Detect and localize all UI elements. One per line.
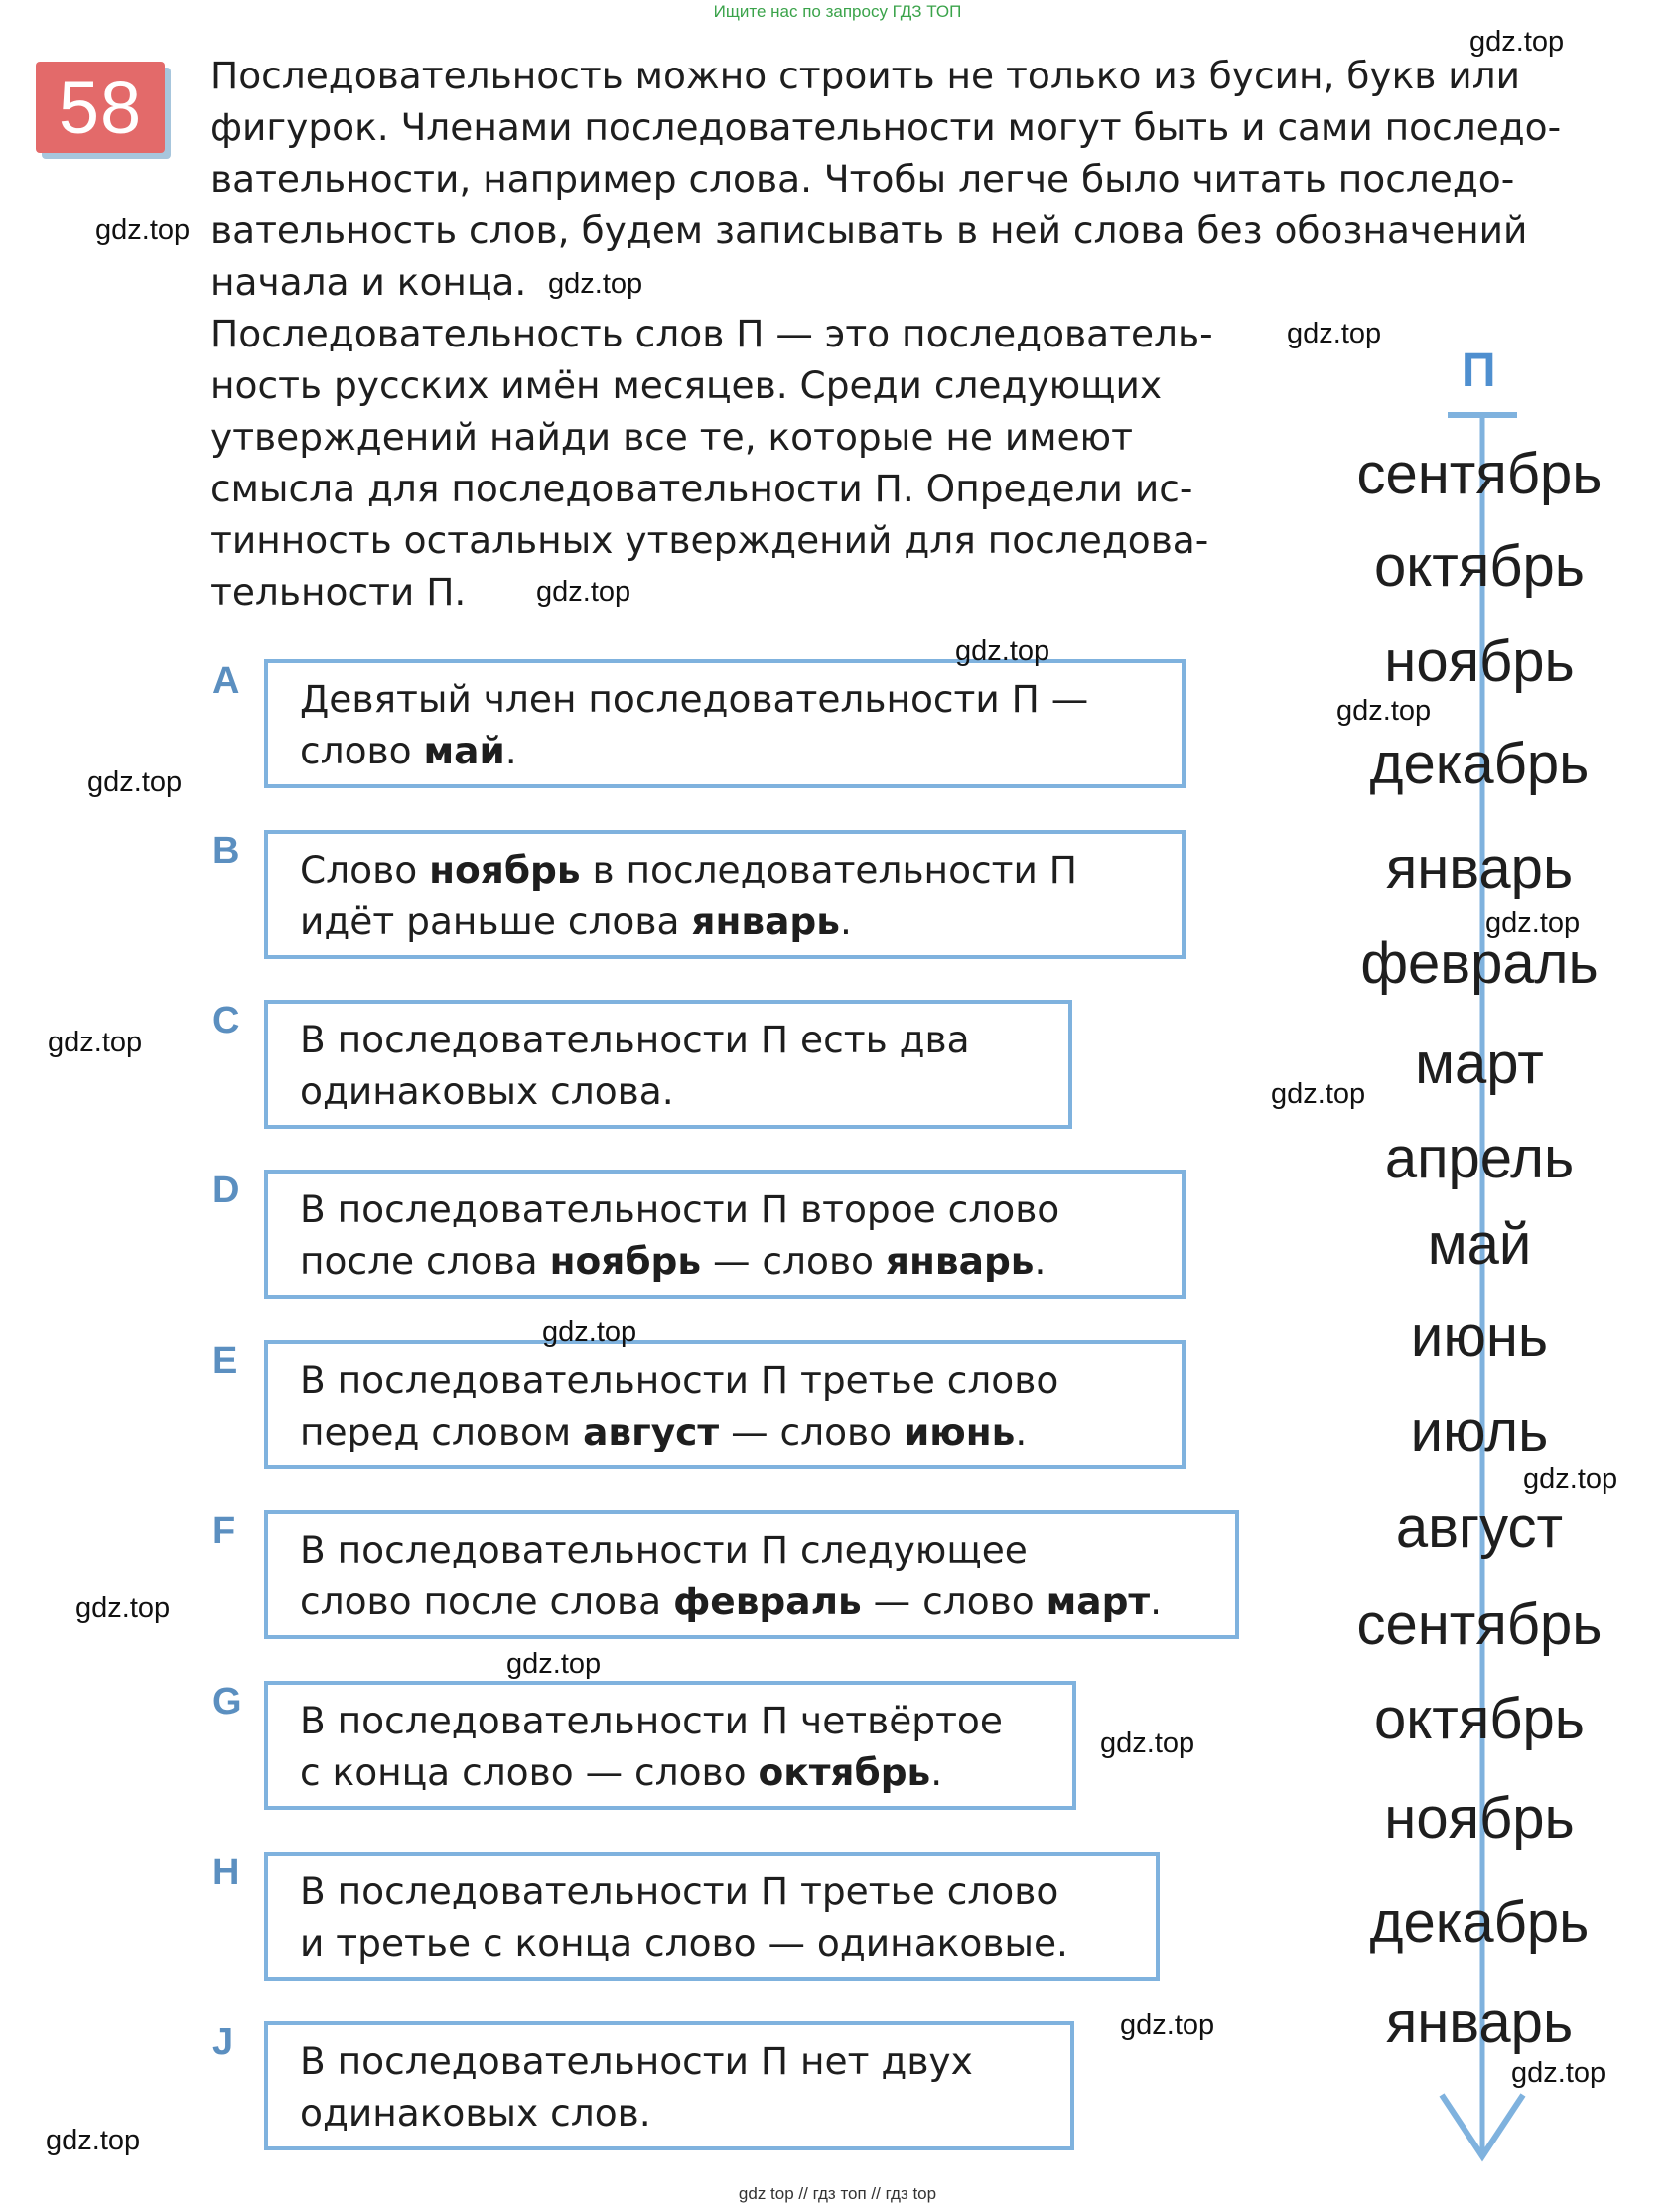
watermark: gdz.top [75, 1592, 171, 1624]
statement-text: В последовательности П четвёртое [300, 1699, 1003, 1742]
watermark: gdz.top [1523, 1463, 1618, 1495]
watermark: gdz.top [1120, 2009, 1215, 2041]
month-word: сентябрь [1356, 442, 1603, 506]
month-word: ноябрь [1384, 629, 1575, 694]
watermark: gdz.top [506, 1648, 602, 1680]
month-word: сентябрь [1356, 1592, 1603, 1657]
statement-text: В последовательности П третье слово [300, 1869, 1059, 1913]
statement-letter-a: A [212, 660, 240, 702]
statement-text: В последовательности П следующее [300, 1528, 1028, 1572]
statement-letter-d: D [212, 1170, 240, 1211]
watermark: gdz.top [46, 2125, 141, 2156]
statement-letter-g: G [212, 1681, 242, 1723]
month-word: август [1395, 1495, 1564, 1560]
month-word: май [1427, 1212, 1532, 1277]
month-word: март [1415, 1032, 1544, 1096]
intro-line: Последовательность можно строить не только из бусин, букв или [210, 54, 1521, 97]
watermark: gdz.top [48, 1027, 143, 1058]
statement-text: В последовательности П второе слово [300, 1187, 1060, 1231]
intro-line: тинность остальных утверждений для последова- [210, 518, 1209, 562]
statement-text: одинаковых слова. [300, 1069, 674, 1113]
watermark: gdz.top [1336, 695, 1432, 727]
watermark: gdz.top [1271, 1078, 1366, 1110]
month-word: январь [1385, 836, 1574, 900]
month-word: апрель [1384, 1126, 1575, 1190]
watermark: gdz.top [542, 1316, 637, 1348]
footer-links[interactable]: gdz top // гдз топ // гдз top [738, 2184, 937, 2203]
top-banner[interactable]: Ищите нас по запросу ГДЗ ТОП [713, 2, 962, 21]
watermark: gdz.top [1485, 907, 1581, 939]
month-word: январь [1385, 1991, 1574, 2055]
statement-text: В последовательности П есть два [300, 1018, 970, 1061]
month-word: июль [1410, 1399, 1549, 1463]
intro-line: утверждений найди все те, которые не имеют [210, 415, 1133, 459]
statement-text: с конца слово — слово октябрь. [300, 1750, 943, 1794]
month-word: октябрь [1374, 1687, 1585, 1751]
watermark: gdz.top [1469, 26, 1565, 58]
month-word: июнь [1410, 1305, 1549, 1369]
statement-text: идёт раньше слова январь. [300, 899, 852, 943]
watermark: gdz.top [1287, 318, 1382, 349]
statement-letter-h: H [212, 1852, 240, 1893]
month-word: февраль [1360, 931, 1599, 996]
intro-line: вательности, например слова. Чтобы легче было читать последо- [210, 157, 1515, 201]
intro-line: ность русских имён месяцев. Среди следующих [210, 363, 1163, 407]
watermark: gdz.top [1511, 2057, 1606, 2089]
watermark: gdz.top [1100, 1728, 1195, 1759]
statement-text: после слова ноябрь — слово январь. [300, 1239, 1047, 1283]
intro-line: вательность слов, будем записывать в ней слова без обозначений [210, 208, 1528, 252]
statement-text: одинаковых слов. [300, 2091, 651, 2135]
month-word: декабрь [1369, 1890, 1590, 1955]
statement-letter-b: B [212, 830, 240, 872]
intro-line: начала и конца. [210, 260, 527, 304]
watermark: gdz.top [87, 766, 183, 798]
statement-text: перед словом август — слово июнь. [300, 1410, 1028, 1453]
statement-letter-e: E [212, 1340, 238, 1382]
statement-text: и третье с конца слово — одинаковые. [300, 1921, 1068, 1965]
task-number: 58 [58, 66, 143, 149]
intro-line: фигурок. Членами последовательности могут быть и сами последо- [210, 105, 1562, 149]
intro-line: тельности П. [210, 570, 467, 614]
watermark: gdz.top [548, 268, 643, 300]
watermark: gdz.top [95, 214, 191, 246]
statement-text: В последовательности П третье слово [300, 1358, 1059, 1402]
statement-letter-f: F [212, 1510, 236, 1552]
statement-text: В последовательности П нет двух [300, 2039, 973, 2083]
statement-text: слово после слова февраль — слово март. [300, 1580, 1163, 1623]
month-word: декабрь [1369, 732, 1590, 796]
month-word: ноябрь [1384, 1786, 1575, 1851]
watermark: gdz.top [536, 576, 631, 608]
statement-letter-j: J [212, 2021, 234, 2063]
watermark: gdz.top [955, 635, 1050, 667]
month-word: октябрь [1374, 534, 1585, 599]
statement-text: слово май. [300, 729, 517, 772]
statement-text: Девятый член последовательности П — [300, 677, 1089, 721]
statement-text: Слово ноябрь в последовательности П [300, 848, 1077, 892]
intro-line: Последовательность слов П — это последователь- [210, 312, 1213, 355]
sequence-label: П [1462, 345, 1496, 397]
intro-line: смысла для последовательности П. Определи ис- [210, 467, 1193, 510]
statement-letter-c: C [212, 1000, 240, 1041]
